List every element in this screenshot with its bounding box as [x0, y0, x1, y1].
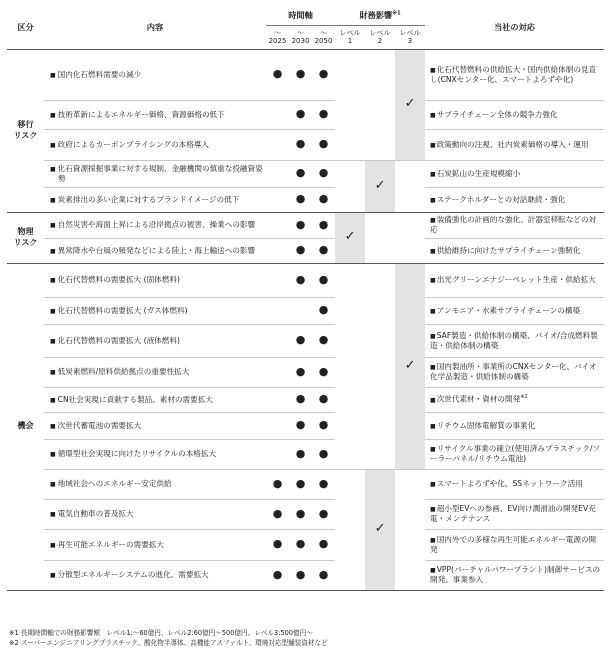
- risk-item: ■ 次世代蓄電池の需要拡大: [44, 412, 266, 439]
- response-text: ■石炭鉱山の生産規模縮小: [425, 160, 604, 187]
- table-row: [7, 412, 604, 439]
- time-dot-0: ●: [266, 469, 289, 499]
- time-dot-1: ●: [289, 100, 312, 129]
- risk-item: ■ 技術革新によるエネルギー価格、資源価格の低下: [44, 100, 266, 129]
- bullet-icon: ■: [50, 141, 56, 149]
- time-dot-1: ●: [289, 469, 312, 499]
- time-dot-2: ●: [312, 412, 335, 439]
- table-row: [7, 357, 604, 387]
- bullet-icon: ■: [430, 422, 436, 430]
- header-year-2050: 〜 2050: [312, 25, 335, 49]
- bullet-icon: ■: [430, 536, 436, 544]
- check-icon: ✓: [344, 229, 356, 245]
- bullet-icon: ■: [430, 364, 436, 372]
- check-icon: ✓: [374, 521, 386, 537]
- check-icon: ✓: [374, 177, 386, 193]
- check-icon: ✓: [404, 357, 416, 373]
- risk-item: ■ 化石代替燃料の需要拡大 (液体燃料): [44, 324, 266, 357]
- time-dot-2: ●: [312, 469, 335, 499]
- response-text: ■出光グリーンエナジーペレット生産・供給拡大: [425, 263, 604, 297]
- time-dot-2: ●: [312, 529, 335, 560]
- time-dot-1: ●: [289, 412, 312, 439]
- level-cell: [365, 263, 395, 469]
- response-text: ■サプライチェーン全体の競争力強化: [425, 100, 604, 129]
- time-dot-0: [266, 129, 289, 160]
- header-level-1: レベル 1: [335, 25, 365, 49]
- level-cell: [365, 49, 395, 160]
- bullet-icon: ■: [50, 396, 56, 404]
- time-dot-2: ●: [312, 324, 335, 357]
- climate-risk-table: [7, 6, 604, 591]
- level-cell: [335, 49, 365, 160]
- bullet-icon: ■: [430, 481, 436, 489]
- risk-item: ■ 化石資源採掘事業に対する規制、金融機関の慎重な投融資姿勢: [44, 160, 266, 187]
- time-dot-0: ●: [266, 529, 289, 560]
- response-text: ■化石代替燃料の供給拡大・国内供給体制の見直し(CNXセンター化、スマートよろずや化): [425, 49, 604, 100]
- response-text: ■国内製油所・事業所のCNXセンター化、バイオ化学品製造・供給体制の構築: [425, 357, 604, 387]
- table-row: [7, 529, 604, 560]
- response-text: ■アンモニア・水素サプライチェーンの構築: [425, 297, 604, 324]
- risk-item: ■ 炭素排出の多い企業に対するブランドイメージの低下: [44, 187, 266, 212]
- bullet-icon: ■: [50, 71, 56, 79]
- time-dot-1: ●: [289, 212, 312, 238]
- response-text: ■スマートよろずや化、SSネットワーク活用: [425, 469, 604, 499]
- header-time-axis: 時間軸: [266, 6, 335, 25]
- level-check-cell: [335, 212, 365, 263]
- time-dot-0: [266, 324, 289, 357]
- time-dot-0: [266, 387, 289, 412]
- time-dot-0: [266, 187, 289, 212]
- time-dot-0: [266, 412, 289, 439]
- time-dot-2: ●: [312, 387, 335, 412]
- response-text: ■VPP(バーチャルパワープラント)制御サービスの開発、事業参入: [425, 560, 604, 590]
- table-row: [7, 212, 604, 238]
- bullet-icon: ■: [430, 446, 436, 454]
- table-row: [7, 387, 604, 412]
- bullet-icon: ■: [430, 506, 436, 514]
- time-dot-0: [266, 160, 289, 187]
- time-dot-2: ●: [312, 263, 335, 297]
- response-text: ■ステークホルダーとの対話継続・強化: [425, 187, 604, 212]
- time-dot-2: ●: [312, 49, 335, 100]
- category-transition: 移行 リスク: [7, 49, 44, 212]
- time-dot-1: ●: [289, 263, 312, 297]
- table-row: [7, 439, 604, 469]
- table-row: [7, 560, 604, 590]
- bullet-icon: ■: [50, 451, 56, 459]
- risk-item: ■ 再生可能エネルギーの需要拡大: [44, 529, 266, 560]
- bullet-icon: ■: [430, 307, 436, 315]
- risk-item: ■ 分散型エネルギーシステムの進化、需要拡大: [44, 560, 266, 590]
- bullet-icon: ■: [430, 111, 436, 119]
- table-row: [7, 49, 604, 100]
- risk-item: ■ 化石代替燃料の需要拡大 (ガス体燃料): [44, 297, 266, 324]
- bullet-icon: ■: [50, 422, 56, 430]
- table-row: [7, 129, 604, 160]
- bullet-icon: ■: [50, 222, 56, 230]
- time-dot-0: [266, 212, 289, 238]
- table-row: [7, 100, 604, 129]
- time-dot-1: ●: [289, 187, 312, 212]
- bullet-icon: ■: [50, 196, 56, 204]
- level-check-cell: [365, 160, 395, 212]
- table-row: [7, 160, 604, 187]
- time-dot-0: [266, 297, 289, 324]
- risk-item: ■ 地域社会へのエネルギー安定供給: [44, 469, 266, 499]
- header-year-2030: 〜 2030: [289, 25, 312, 49]
- bullet-icon: ■: [430, 277, 436, 285]
- table-row: [7, 499, 604, 529]
- footnotes: [9, 629, 328, 648]
- header-level-2: レベル 2: [365, 25, 395, 49]
- bullet-icon: ■: [430, 141, 436, 149]
- level-cell: [395, 160, 425, 212]
- bullet-icon: ■: [50, 165, 56, 173]
- header-level-3: レベル 3: [395, 25, 425, 49]
- response-text: ■国内外での多様な再生可能エネルギー電源の開発: [425, 529, 604, 560]
- bullet-icon: ■: [430, 66, 436, 74]
- time-dot-1: ●: [289, 499, 312, 529]
- response-text: ■政策動向の注視、社内炭素価格の導入・運用: [425, 129, 604, 160]
- time-dot-1: ●: [289, 439, 312, 469]
- response-text: ■SAF製造・供給体制の構築、バイオ/合成燃料製造・供給体制の構築: [425, 324, 604, 357]
- risk-item: ■ 政府によるカーボンプライシングの本格導入: [44, 129, 266, 160]
- time-dot-0: [266, 238, 289, 263]
- category-physical: 物理 リスク: [7, 212, 44, 263]
- level-check-cell: [365, 469, 395, 590]
- time-dot-1: ●: [289, 529, 312, 560]
- bullet-icon: ■: [430, 332, 436, 340]
- time-dot-1: ●: [289, 387, 312, 412]
- level-cell: [335, 469, 365, 590]
- table-row: [7, 324, 604, 357]
- time-dot-1: ●: [289, 160, 312, 187]
- bullet-icon: ■: [50, 572, 56, 580]
- header-category: 区分: [7, 6, 44, 49]
- level-cell: [365, 212, 395, 263]
- bullet-icon: ■: [50, 277, 56, 285]
- time-dot-2: ●: [312, 297, 335, 324]
- time-dot-1: ●: [289, 129, 312, 160]
- time-dot-0: ●: [266, 560, 289, 590]
- time-dot-0: [266, 100, 289, 129]
- header-content: 内容: [44, 6, 266, 49]
- level-cell: [395, 469, 425, 590]
- time-dot-0: [266, 439, 289, 469]
- risk-item: ■ CN社会実現に貢献する製品、素材の需要拡大: [44, 387, 266, 412]
- time-dot-1: [289, 297, 312, 324]
- header-financial-impact: 財務影響$^{※1}$: [335, 6, 425, 25]
- time-dot-2: ●: [312, 238, 335, 263]
- bullet-icon: ■: [430, 567, 436, 575]
- table-row: [7, 263, 604, 297]
- table-row: [7, 469, 604, 499]
- risk-item: ■ 化石代替燃料の需要拡大 (固体燃料): [44, 263, 266, 297]
- risk-item: ■ 循環型社会実現に向けたリサイクルの本格拡大: [44, 439, 266, 469]
- bullet-icon: ■: [430, 170, 436, 178]
- time-dot-0: ●: [266, 499, 289, 529]
- risk-item: ■ 電気自動車の普及拡大: [44, 499, 266, 529]
- time-dot-2: ●: [312, 187, 335, 212]
- time-dot-1: ●: [289, 357, 312, 387]
- time-dot-2: ●: [312, 129, 335, 160]
- time-dot-2: ●: [312, 100, 335, 129]
- time-dot-2: ●: [312, 160, 335, 187]
- risk-item: ■ 国内化石燃料需要の減少: [44, 49, 266, 100]
- time-dot-1: ●: [289, 49, 312, 100]
- bullet-icon: ■: [430, 217, 436, 225]
- bullet-icon: ■: [430, 396, 436, 404]
- time-dot-1: ●: [289, 324, 312, 357]
- header-year-2025: 〜 2025: [266, 25, 289, 49]
- response-text: ■超小型EVへの参画、EV向け潤滑油の開発EV充電・メンテナンス: [425, 499, 604, 529]
- response-text: ■リチウム固体電解質の事業化: [425, 412, 604, 439]
- bullet-icon: ■: [50, 369, 56, 377]
- bullet-icon: ■: [430, 247, 436, 255]
- response-text: ■リサイクル事業の確立(使用済みプラスチック/ソーラーパネル/リチウム電池): [425, 439, 604, 469]
- risk-item: ■ 異常降水や台風の頻発などによる陸上・海上輸送への影響: [44, 238, 266, 263]
- bullet-icon: ■: [50, 111, 56, 119]
- bullet-icon: ■: [50, 247, 56, 255]
- footnote-1: ※1 長期時間軸での財務影響額 レベル1:〜60億円、レベル2:60億円〜500億円、レベル3:500億円〜: [9, 629, 313, 637]
- time-dot-0: [266, 357, 289, 387]
- time-dot-1: ●: [289, 238, 312, 263]
- bullet-icon: ■: [50, 511, 56, 519]
- response-text: ■供給維持に向けたサプライチェーン強靭化: [425, 238, 604, 263]
- bullet-icon: ■: [50, 541, 56, 549]
- risk-item: ■ 低炭素燃料/原料供給拠点の重要性拡大: [44, 357, 266, 387]
- time-dot-2: ●: [312, 212, 335, 238]
- table-row: [7, 297, 604, 324]
- level-check-cell: [395, 263, 425, 469]
- table-row: [7, 238, 604, 263]
- footnote-2: ※2 スーパーエンジニアリングプラスチック、酸化物半導体、高機能アスファルト、環境対応型舗装資材など: [9, 638, 328, 647]
- time-dot-2: ●: [312, 499, 335, 529]
- level-cell: [335, 263, 365, 469]
- time-dot-2: ●: [312, 357, 335, 387]
- bullet-icon: ■: [430, 196, 436, 204]
- table-row: [7, 187, 604, 212]
- risk-item: ■ 自然災害や海面上昇による沿岸拠点の被害、操業への影響: [44, 212, 266, 238]
- time-dot-1: ●: [289, 560, 312, 590]
- level-cell: [335, 160, 365, 212]
- level-check-cell: [395, 49, 425, 160]
- category-opportunity: 機会: [7, 263, 44, 590]
- response-text: ■次世代素材・資材の開発$^{※2}$: [425, 387, 604, 412]
- header-response: 当社の対応: [425, 6, 604, 49]
- time-dot-2: ●: [312, 560, 335, 590]
- time-dot-0: [266, 263, 289, 297]
- response-text: ■装備強化の計画的な強化、計器室移転などの対応: [425, 212, 604, 238]
- check-icon: ✓: [404, 96, 416, 112]
- bullet-icon: ■: [50, 337, 56, 345]
- time-dot-2: ●: [312, 439, 335, 469]
- bullet-icon: ■: [50, 481, 56, 489]
- level-cell: [395, 212, 425, 263]
- bullet-icon: ■: [50, 307, 56, 315]
- time-dot-0: ●: [266, 49, 289, 100]
